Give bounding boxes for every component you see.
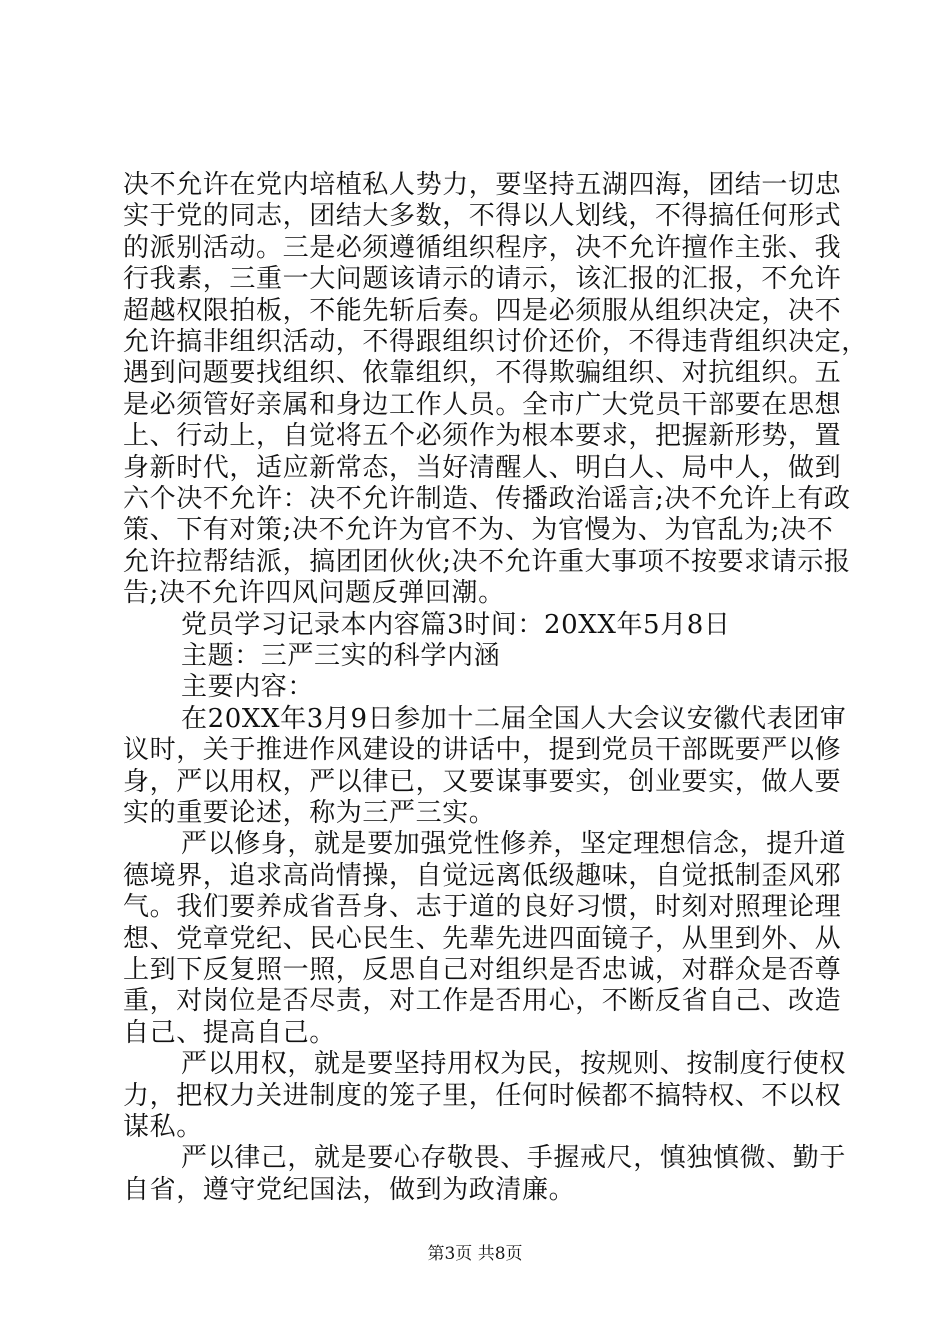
text-line: 六个决不允许：决不允许制造、传播政治谣言;决不允许上有政 [123,484,851,514]
paragraph-start: 严以用权，就是要坚持用权为民，按规则、按制度行使权 [181,1049,847,1080]
text-line: 上、行动上，自觉将五个必须作为根本要求，把握新形势，置 [123,421,842,452]
paragraph-start: 严以律己，就是要心存敬畏、手握戒尺，慎独慎微、勤于 [181,1143,847,1174]
text-line: 遇到问题要找组织、依靠组织，不得欺骗组织、对抗组织。五 [123,358,842,389]
text-line: 超越权限拍板，不能先斩后奏。四是必须服从组织决定，决不 [123,295,842,326]
page-footer: 第3页 共8页 [427,1244,523,1264]
text-line: 气。我们要养成省吾身、志于道的良好习惯，时刻对照理论理 [123,892,842,923]
text-line: 告;决不允许四风问题反弹回潮。 [123,578,505,609]
main-content-label: 主要内容： [181,672,315,703]
paragraph-start: 在20XX年3月9日参加十二届全国人大会议安徽代表团审 [181,703,847,734]
text-line: 实的重要论述，称为三严三实。 [123,798,496,828]
text-line: 策、下有对策;决不允许为官不为、为官慢为、为官乱为;决不 [123,515,834,546]
text-line: 力，把权力关进制度的笼子里，任何时候都不搞特权、不以权 [123,1080,842,1111]
text-line: 自省，遵守党纪国法，做到为政清廉。 [123,1174,576,1205]
text-line: 的派别活动。三是必须遵循组织程序，决不允许擅作主张、我 [123,232,842,263]
text-line: 上到下反复照一照，反思自己对组织是否忠诚，对群众是否尊 [123,955,842,985]
text-line: 允许拉帮结派，搞团团伙伙;决不允许重大事项不按要求请示报 [123,546,851,577]
text-line: 自己、提高自己。 [123,1017,336,1048]
text-line: 行我素，三重一大问题该请示的请示，该汇报的汇报，不允许 [123,264,842,295]
section-heading: 党员学习记录本内容篇3时间：20XX年5月8日 [181,609,731,640]
paragraph-start: 严以修身，就是要加强党性修养，坚定理想信念，提升道 [181,829,847,860]
text-line: 实于党的同志，团结大多数，不得以人划线，不得搞任何形式 [123,201,842,232]
text-line: 决不允许在党内培植私人势力，要坚持五湖四海，团结一切忠 [123,170,842,200]
text-line: 是必须管好亲属和身边工作人员。全市广大党员干部要在思想 [123,389,842,420]
text-line: 身，严以用权，严以律已，又要谋事要实，创业要实，做人要 [123,766,842,797]
text-line: 议时，关于推进作风建设的讲话中，提到党员干部既要严以修 [123,735,842,766]
text-line: 谋私。 [123,1112,203,1142]
text-line: 德境界，追求高尚情操，自觉远离低级趣味，自觉抵制歪风邪 [123,860,842,891]
text-line: 允许搞非组织活动，不得跟组织讨价还价，不得违背组织决定， [123,327,868,357]
topic-line: 主题：三严三实的科学内涵 [181,641,501,671]
text-line: 想、党章党纪、民心民生、先辈先进四面镜子，从里到外、从 [123,923,842,954]
text-line: 重，对岗位是否尽责，对工作是否用心，不断反省自己、改造 [123,986,842,1017]
text-line: 身新时代，适应新常态，当好清醒人、明白人、局中人，做到 [123,452,842,483]
